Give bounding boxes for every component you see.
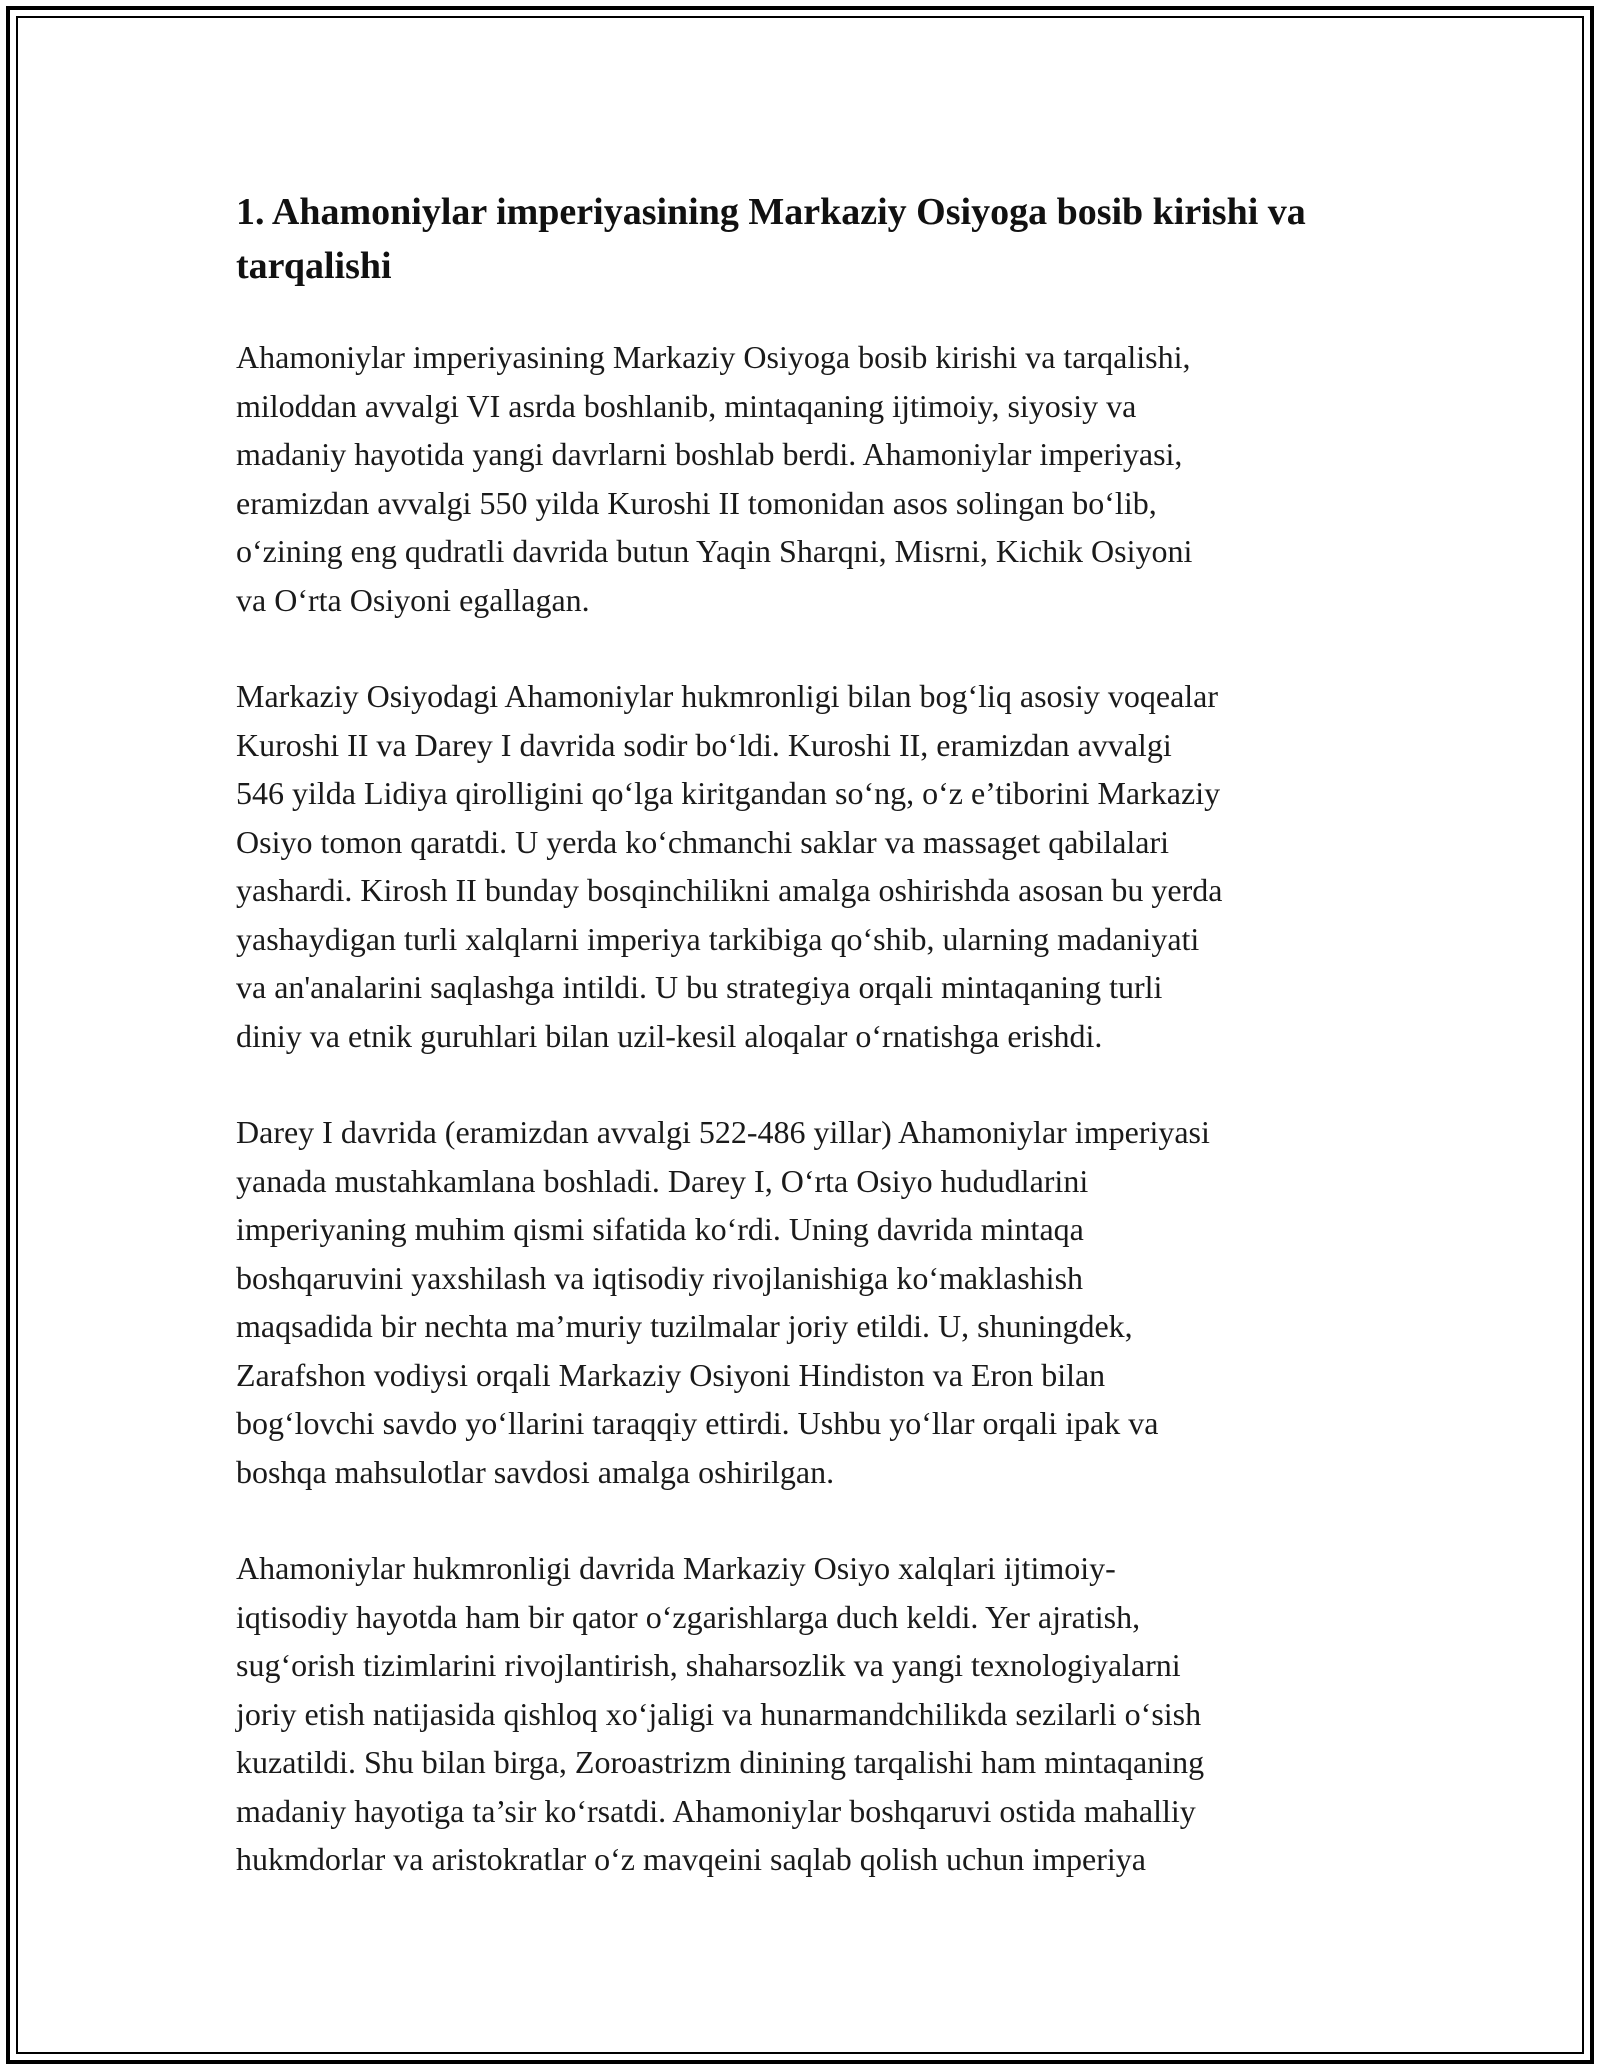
paragraph-1: Ahamoniylar imperiyasining Markaziy Osiyoga bosib kirishi va tarqalishi, miloddan avvalgi VI asrda boshlanib, mintaqaning ijtimoiy, siyosiy va madaniy hayotida yangi davrlarni boshlab berdi. Ahamoniylar imperiyasi, eramizdan avvalgi 550 yilda Kuroshi II tomonidan asos solingan bo‘lib, o‘zining eng qudratli davrida butun Yaqin Sharqni, Misrni, Kichik Osiyoni va O‘rta Osiyoni egallagan. — [236, 339, 1193, 618]
section-heading: 1. Ahamoniylar imperiyasining Markaziy Osiyoga bosib kirishi va tarqalishi — [236, 191, 1306, 287]
paragraph-4: Ahamoniylar hukmronligi davrida Markaziy Osiyo xalqlari ijtimoiy- iqtisodiy hayotda ham bir qator o‘zgarishlarga duch keldi. Yer ajratish, sug‘orish tizimlarini rivojlantirish, shaharsozlik va yangi texnologiyalarni joriy etish natijasida qishloq xo‘jaligi va hunarmandchilikda sezilarli o‘sish kuzatildi. Shu bilan birga, Zoroastrizm dinining tarqalishi ham mintaqaning madaniy hayotiga ta’sir ko‘rsatdi. Ahamoniylar boshqaruvi ostida mahalliy hukmdorlar va aristokratlar o‘z mavqeini saqlab qolish uchun imperiya — [236, 1550, 1205, 1877]
paragraph-2: Markaziy Osiyodagi Ahamoniylar hukmronligi bilan bog‘liq asosiy voqealar Kuroshi II va Darey I davrida sodir bo‘ldi. Kuroshi II, eramizdan avvalgi 546 yilda Lidiya qirolligini qo‘lga kiritgandan so‘ng, o‘z e’tiborini Markaziy Osiyo tomon qaratdi. U yerda ko‘chmanchi saklar va massaget qabilalari yashardi. Kirosh II bunday bosqinchilikni amalga oshirishda asosan bu yerda yashaydigan turli xalqlarni imperiya tarkibiga qo‘shib, ularning madaniyati va an'analarini saqlashga intildi. U bu strategiya orqali mintaqaning turli diniy va etnik guruhlari bilan uzil-kesil aloqalar o‘rnatishga erishdi. — [236, 678, 1223, 1054]
document-body — [236, 185, 1376, 1932]
paragraph-3: Darey I davrida (eramizdan avvalgi 522-486 yillar) Ahamoniylar imperiyasi yanada mustahkamlana boshladi. Darey I, O‘rta Osiyo hududlarini imperiyaning muhim qismi sifatida ko‘rdi. Uning davrida mintaqa boshqaruvini yaxshilash va iqtisodiy rivojlanishiga ko‘maklashish maqsadida bir nechta ma’muriy tuzilmalar joriy etildi. U, shuningdek, Zarafshon vodiysi orqali Markaziy Osiyoni Hindiston va Eron bilan bog‘lovchi savdo yo‘llarini taraqqiy ettirdi. Ushbu yo‘llar orqali ipak va boshqa mahsulotlar savdosi amalga oshirilgan. — [236, 1114, 1210, 1490]
